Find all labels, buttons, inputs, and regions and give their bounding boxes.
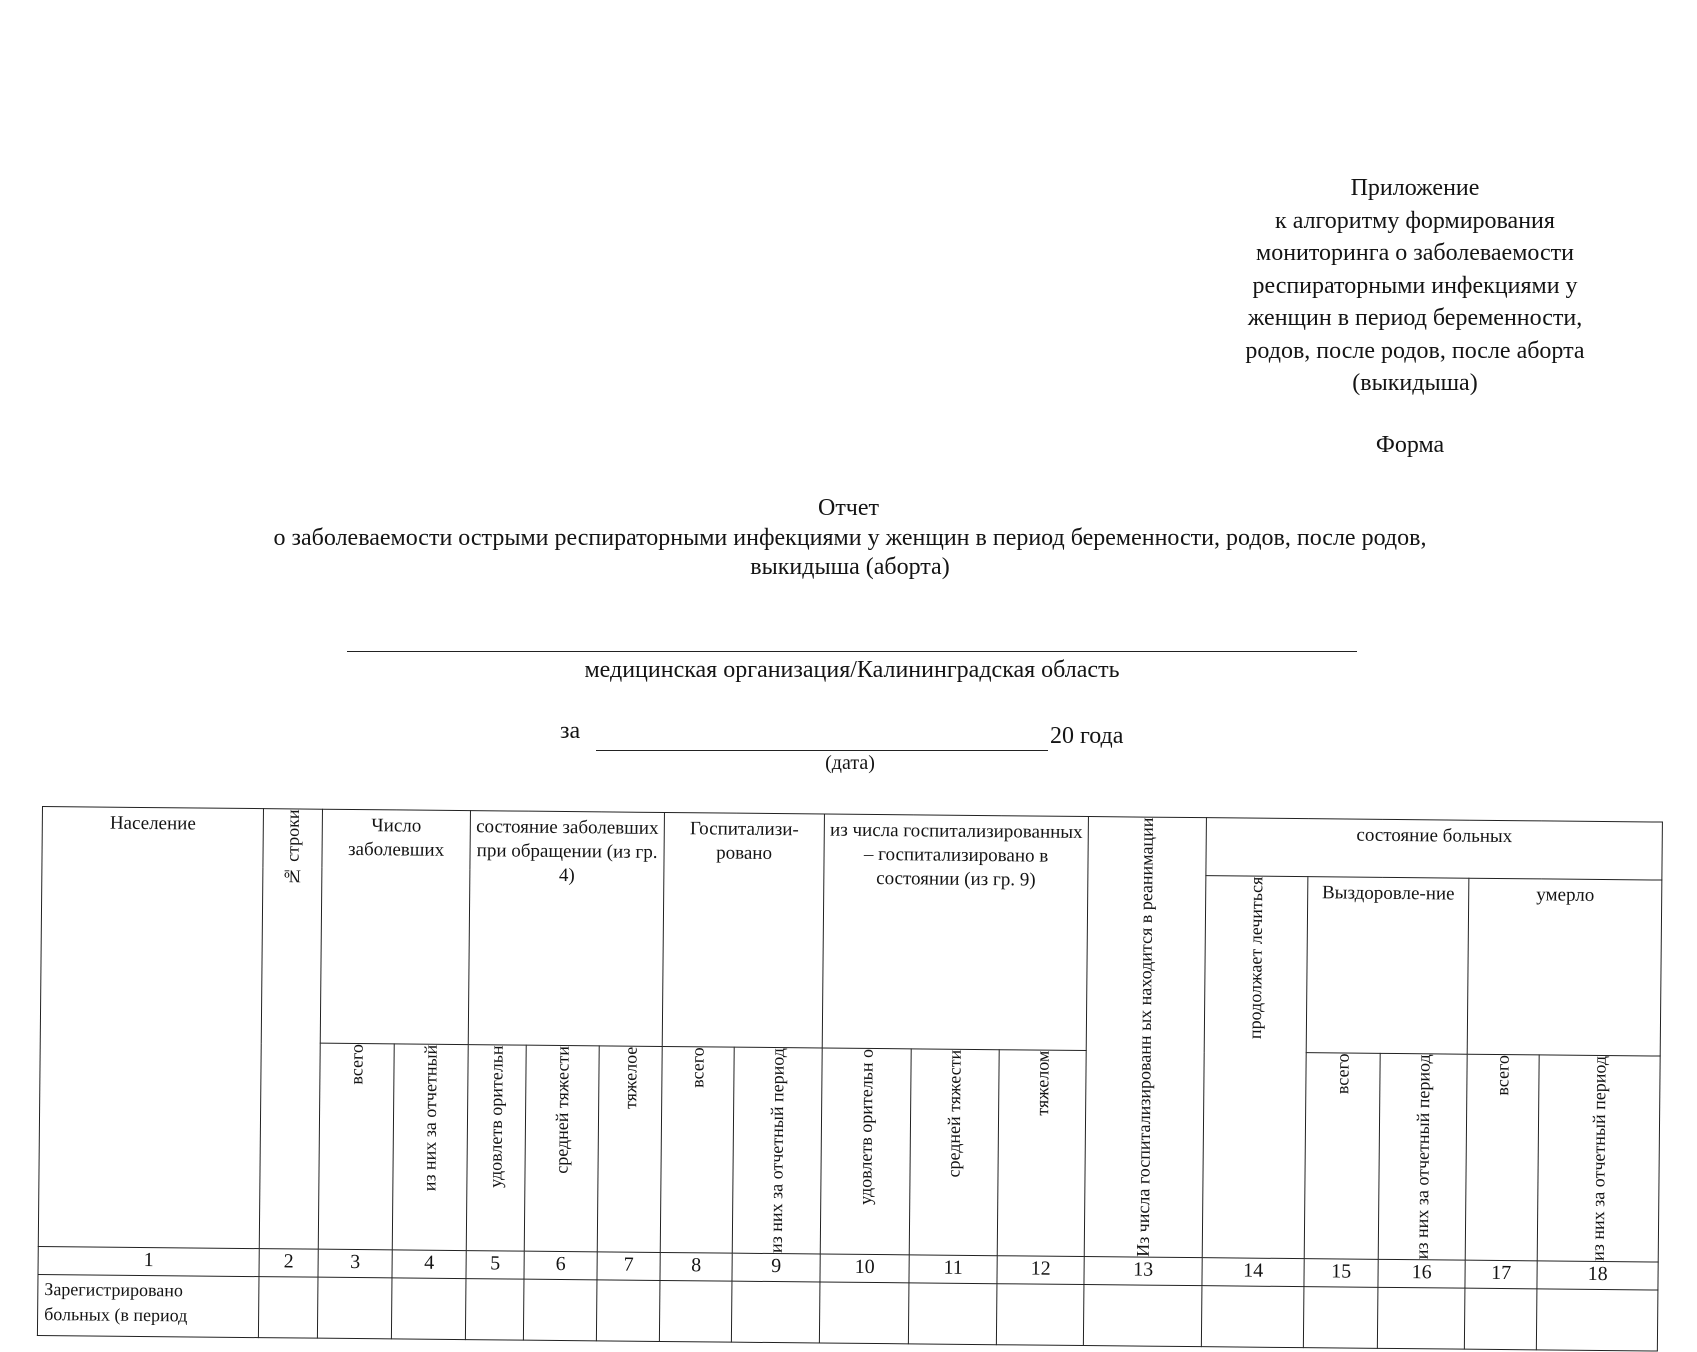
data-cell[interactable] (523, 1279, 597, 1341)
report-table (37, 806, 1663, 1352)
column-number: 7 (597, 1252, 660, 1281)
column-number: 2 (259, 1249, 318, 1278)
header-sick-period: из них за отчетный (392, 1044, 468, 1251)
header-hosp-severe: тяжелом (997, 1050, 1086, 1257)
data-cell[interactable] (1201, 1286, 1304, 1348)
data-cell[interactable] (258, 1277, 318, 1339)
column-number: 15 (1304, 1259, 1378, 1288)
data-cell[interactable] (996, 1284, 1084, 1346)
appendix-line: (выкидыша) (1352, 370, 1478, 396)
row-label: Зарегистрировано больных (в период (37, 1275, 259, 1338)
header-condition-on-visit: состояние заболевших при обращении (из гр. 4) (468, 811, 664, 1047)
column-number: 6 (524, 1251, 597, 1280)
report-title: Отчет (817, 495, 880, 521)
header-hospitalized-total: всего (660, 1047, 734, 1254)
column-number: 13 (1084, 1257, 1202, 1286)
header-condition-severe: тяжелое (597, 1046, 662, 1253)
header-continues-treatment: продолжает лечиться (1202, 876, 1308, 1259)
column-number: 3 (318, 1249, 392, 1278)
column-number: 18 (1537, 1261, 1658, 1290)
column-number: 17 (1465, 1260, 1537, 1289)
data-cell[interactable] (1083, 1285, 1202, 1347)
header-recovered-total: всего (1304, 1053, 1380, 1260)
header-hosp-moderate: средней тяжести (909, 1049, 999, 1256)
report-table-wrapper (39, 806, 1642, 1326)
header-hosp-satisfactory: удовлетв орительн о (820, 1048, 911, 1255)
column-number: 4 (392, 1250, 466, 1279)
report-subtitle-line: выкидыша (аборта) (750, 554, 950, 580)
data-cell[interactable] (819, 1282, 909, 1344)
column-number: 8 (660, 1253, 732, 1282)
column-number: 10 (820, 1254, 909, 1283)
header-recovered: Выздоровле-ние (1306, 877, 1469, 1055)
column-number: 9 (732, 1253, 820, 1282)
header-died-total: всего (1465, 1055, 1539, 1262)
report-subtitle-line: о заболеваемости острыми респираторными инфекциями у женщин в период беременности, родов, после родов, (273, 525, 1427, 551)
data-cell[interactable] (659, 1281, 732, 1343)
column-number: 12 (997, 1256, 1084, 1285)
header-sick-count: Число заболевших (320, 809, 470, 1045)
period-fill-line[interactable] (596, 750, 1048, 751)
header-condition-moderate: средней тяжести (524, 1046, 599, 1253)
data-cell[interactable] (317, 1277, 392, 1339)
report-subtitle (150, 524, 1550, 582)
header-patient-status: состояние больных (1206, 818, 1663, 880)
column-number: 16 (1378, 1260, 1465, 1289)
header-recovered-period: из них за отчетный период (1378, 1054, 1467, 1261)
appendix-line: женщин в период беременности, (1247, 305, 1583, 331)
header-died: умерло (1467, 878, 1662, 1056)
appendix-block (1205, 172, 1625, 400)
data-cell[interactable] (596, 1280, 660, 1342)
data-cell[interactable] (1536, 1289, 1658, 1351)
data-cell[interactable] (1377, 1288, 1465, 1350)
appendix-line: мониторинга о заболеваемости (1256, 240, 1574, 266)
header-hospitalized-period: из них за отчетный период (732, 1048, 822, 1255)
header-sick-total: всего (318, 1044, 394, 1251)
data-cell[interactable] (1303, 1287, 1378, 1349)
appendix-line: респираторными инфекциями у (1252, 272, 1578, 299)
data-cell[interactable] (391, 1278, 466, 1340)
data-cell[interactable] (731, 1281, 820, 1343)
appendix-line: Приложение (1350, 175, 1480, 201)
header-hospitalized: Госпитализи-рованo (662, 812, 824, 1048)
header-died-period: из них за отчетный период (1537, 1055, 1660, 1262)
appendix-line: к алгоритму формирования (1275, 207, 1555, 234)
data-cell[interactable] (465, 1279, 524, 1341)
data-cell[interactable] (908, 1283, 997, 1345)
period-caption: (дата) (825, 752, 875, 774)
organization-label: медицинская организация/Калининградская область (584, 657, 1120, 683)
data-cell[interactable] (1464, 1288, 1537, 1350)
header-in-icu: Из числа госпитализированн ых находится в реанимации (1084, 817, 1206, 1258)
header-hospitalized-condition: из числа госпитализированных – госпитализировано в состоянии (из гр. 9) (822, 814, 1088, 1051)
column-number: 5 (466, 1251, 524, 1280)
column-number: 14 (1202, 1258, 1304, 1287)
appendix-line: родов, после родов, после аборта (1245, 337, 1585, 364)
header-condition-satisfactory: удовлетв орительн (466, 1045, 526, 1251)
period-suffix: 20 года (1050, 723, 1124, 749)
header-population: Население (38, 807, 263, 1249)
header-row-number: № строки (259, 809, 322, 1250)
period-prefix: за (560, 718, 581, 744)
column-number: 11 (909, 1255, 997, 1284)
column-number: 1 (38, 1247, 259, 1277)
form-label: Форма (1375, 432, 1445, 458)
organization-fill-line[interactable] (347, 651, 1357, 652)
